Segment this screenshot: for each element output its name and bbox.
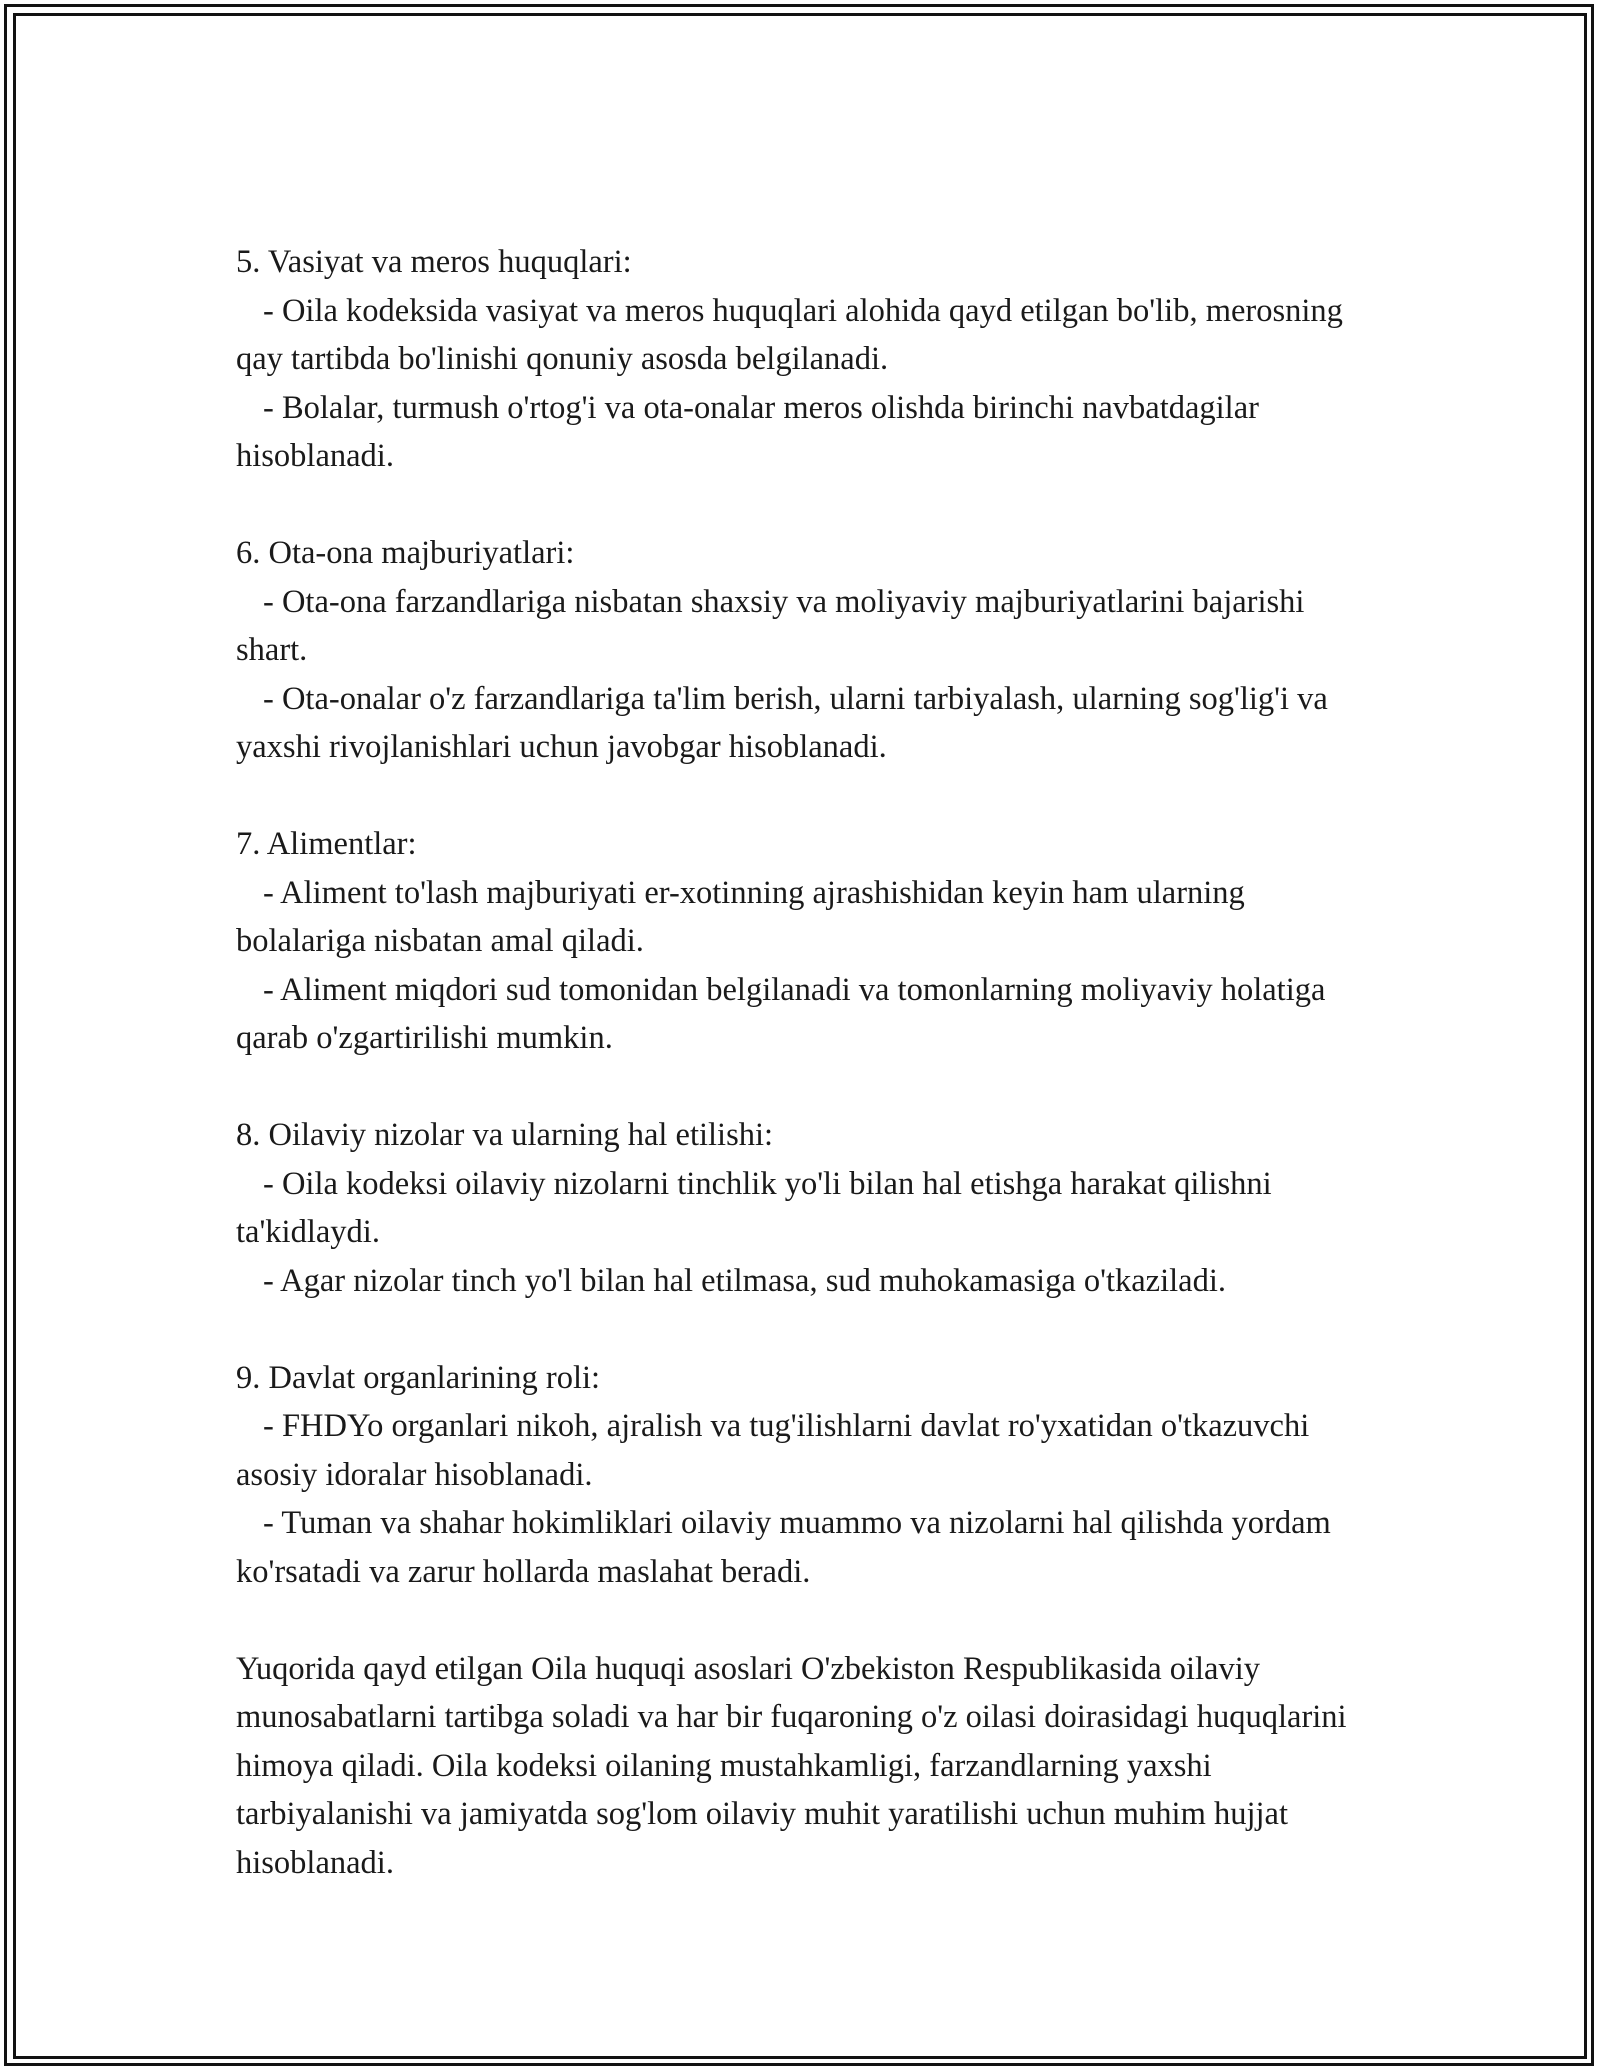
bullet-text: - Ota-onalar o'z farzandlariga ta'lim berish, ularni tarbiyalash, ularning sog'lig'i va yaxshi rivojlanishlari uchun javobgar hisoblanadi. [236,680,1328,765]
bullet-item [236,675,1376,772]
bullet-text: - Agar nizolar tinch yo'l bilan hal etilmasa, sud muhokamasiga o'tkaziladi. [263,1262,1226,1299]
bullet-text: - Oila kodeksi oilaviy nizolarni tinchlik yo'li bilan hal etishga harakat qilishni ta'kidlaydi. [236,1165,1272,1250]
bullet-item [236,287,1376,384]
section-inheritance [236,238,1376,481]
bullet-text: - Bolalar, turmush o'rtog'i va ota-onalar meros olishda birinchi navbatdagilar hisoblanadi. [236,389,1259,474]
bullet-text: - Tuman va shahar hokimliklari oilaviy muammo va nizolarni hal qilishda yordam ko'rsatadi va zarur hollarda maslahat beradi. [236,1505,1331,1590]
bullet-item [236,578,1376,675]
bullet-text: - Aliment miqdori sud tomonidan belgilanadi va tomonlarning moliyaviy holatiga qarab o'zgartirilishi mumkin. [236,971,1326,1056]
document-body [236,238,1376,1887]
section-heading: 5. Vasiyat va meros huquqlari: [236,244,632,280]
bullet-item [236,384,1376,481]
section-heading: 9. Davlat organlarining roli: [236,1359,601,1396]
section-heading: 8. Oilaviy nizolar va ularning hal etilishi: [236,1117,774,1153]
section-alimony [236,820,1376,1063]
bullet-item [236,1499,1376,1596]
bullet-text: - FHDYo organlari nikoh, ajralish va tug'ilishlarni davlat ro'yxatidan o'tkazuvchi asosiy idoralar hisoblanadi. [236,1408,1310,1493]
bullet-item [236,966,1376,1063]
bullet-item [236,1257,1376,1306]
bullet-text: - Oila kodeksida vasiyat va meros huquqlari alohida qayd etilgan bo'lib, merosning qay tartibda bo'linishi qonuniy asosda belgilanadi. [236,292,1343,377]
closing-paragraph: Yuqorida qayd etilgan Oila huquqi asoslari O'zbekiston Respublikasida oilaviy munosabatlarni tartibga soladi va har bir fuqaroning o'z oilasi doirasidagi huquqlarini himoya qiladi. Oila kodeksi oilaning mustahkamligi, farzandlarning yaxshi tarbiyalanishi va jamiyatda sog'lom oilaviy muhit yaratilishi uchun muhim hujjat hisoblanadi. [236,1650,1347,1881]
bullet-item [236,869,1376,966]
bullet-text: - Ota-ona farzandlariga nisbatan shaxsiy va moliyaviy majburiyatlarini bajarishi shart. [236,583,1305,668]
section-state-bodies [236,1354,1376,1597]
section-parental-duties [236,529,1376,772]
bullet-text: - Aliment to'lash majburiyati er-xotinning ajrashishidan keyin ham ularning bolalariga nisbatan amal qiladi. [236,874,1245,959]
bullet-item [236,1160,1376,1257]
section-heading: 6. Ota-ona majburiyatlari: [236,535,575,571]
section-heading: 7. Alimentlar: [236,826,417,862]
bullet-item [236,1402,1376,1499]
section-family-disputes [236,1111,1376,1305]
